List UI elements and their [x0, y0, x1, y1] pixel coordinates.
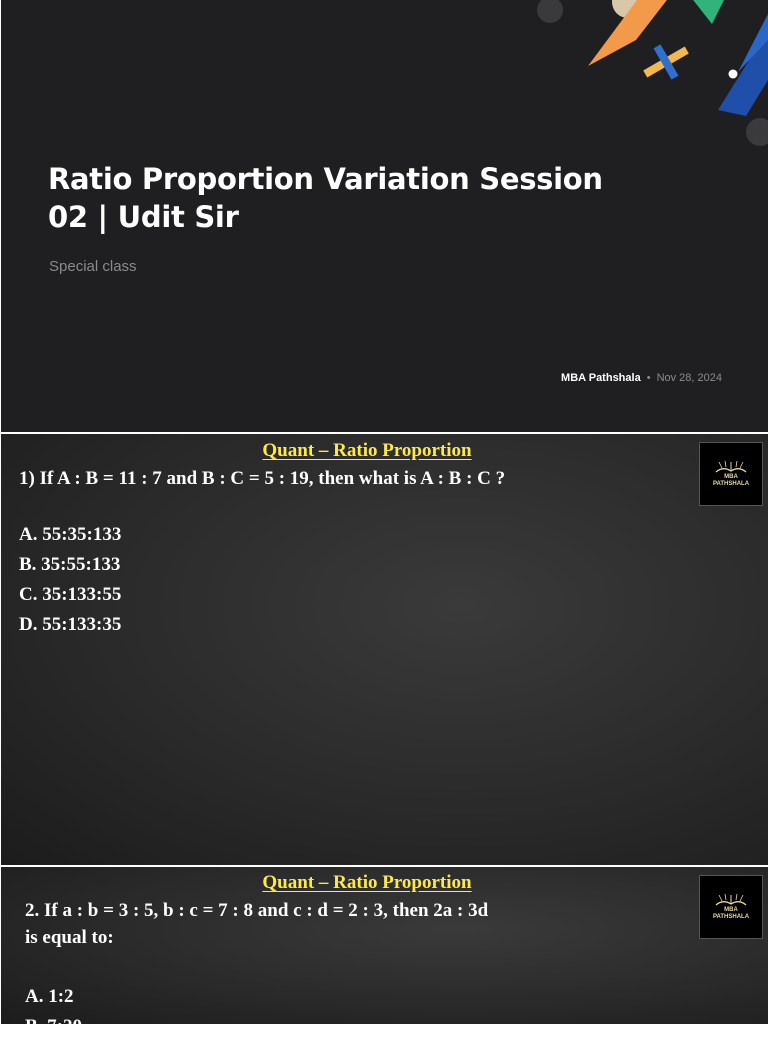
decorative-shapes-illustration [528, 0, 768, 160]
logo-text-line1: MBA [724, 907, 738, 913]
question-slide-2 [1, 867, 768, 1037]
option-a: A. 1:2 [25, 986, 74, 1007]
option-b: B. 35:55:133 [19, 554, 121, 575]
cover-meta [561, 372, 722, 384]
option-d: D. 55:133:35 [19, 614, 122, 635]
book-logo-icon [714, 893, 748, 907]
decor-circle-gray [537, 0, 563, 23]
book-logo-icon [714, 460, 748, 474]
logo-text-line2: PATHSHALA [712, 481, 750, 487]
cover-subtitle: Special class [49, 258, 137, 275]
slide-header: Quant – Ratio Proportion [262, 872, 472, 893]
question-line-1: 2. If a : b = 3 : 5, b : c = 7 : 8 and c : d = 2 : 3, then 2a : 3d [25, 900, 489, 921]
question-text [25, 897, 488, 951]
author-name: MBA Pathshala [561, 372, 641, 384]
logo-text-line2: PATHSHALA [712, 914, 750, 920]
decor-white-dot [729, 70, 738, 79]
publish-date: Nov 28, 2024 [656, 372, 722, 384]
meta-separator: • [646, 372, 651, 384]
decor-bowtie [636, 34, 696, 89]
cover-title [48, 160, 628, 236]
option-a: A. 55:35:133 [19, 524, 122, 545]
question-slide-1 [1, 434, 768, 865]
decor-circle-dark [746, 118, 768, 146]
options-list [25, 982, 82, 1042]
cover-title-line2: 02 | Udit Sir [48, 200, 239, 234]
mba-pathshala-logo [699, 875, 763, 939]
question-line-2: is equal to: [25, 927, 114, 948]
decor-green-shard [690, 0, 726, 24]
slide-header: Quant – Ratio Proportion [262, 440, 472, 461]
mba-pathshala-logo [699, 442, 763, 506]
cover-title-line1: Ratio Proportion Variation Session [48, 162, 603, 196]
question-text [19, 465, 505, 492]
option-b: B. 7:20 [25, 1016, 82, 1037]
cover-slide [1, 0, 768, 432]
logo-text-line1: MBA [724, 474, 738, 480]
option-c: C. 35:133:55 [19, 584, 122, 605]
options-list [19, 520, 121, 640]
question-line-1: 1) If A : B = 11 : 7 and B : C = 5 : 19, then what is A : B : C ? [19, 468, 506, 489]
